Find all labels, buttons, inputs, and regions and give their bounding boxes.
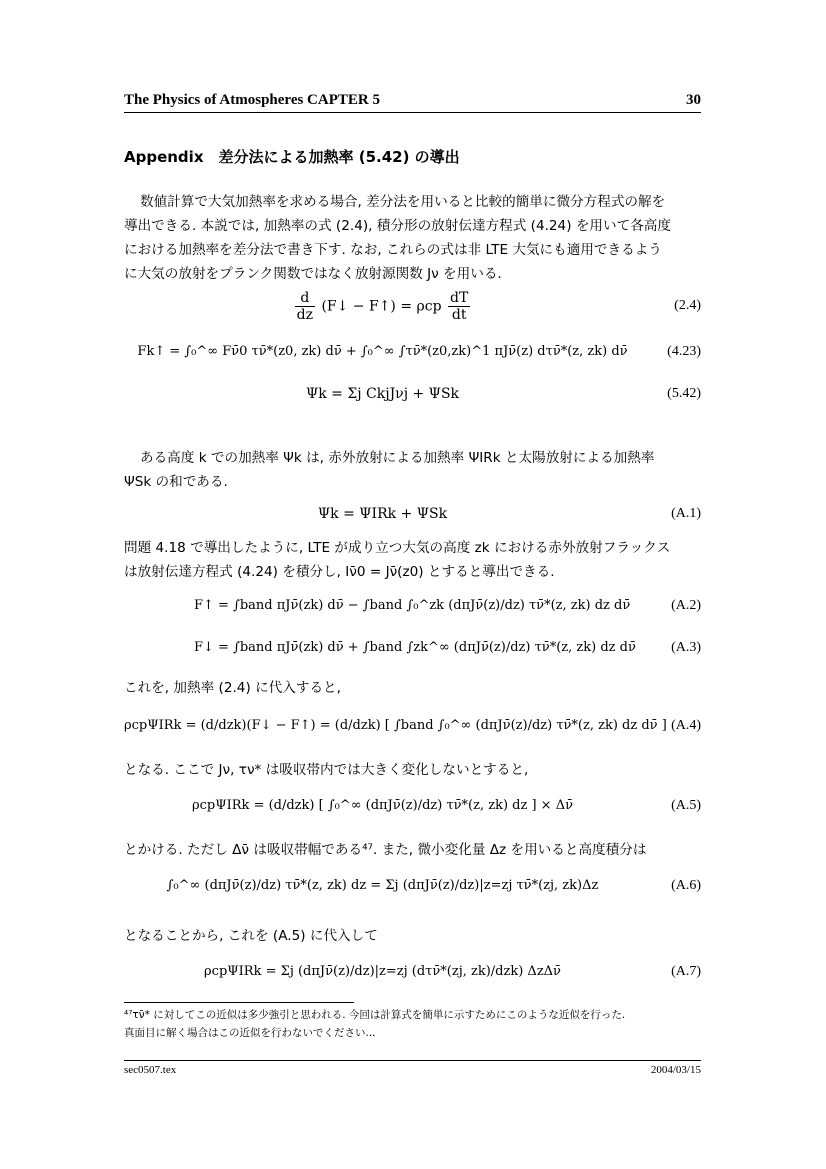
equation-number: (A.6) bbox=[671, 878, 701, 893]
equation-a2 bbox=[124, 598, 701, 638]
paragraph-line: 問題 4.18 で導出したように, LTE が成り立つ大気の高度 zk における赤外放射フラックス bbox=[124, 540, 671, 556]
paragraph-line: とかける. ただし Δν̄ は吸収帯幅である⁴⁷. また, 微小変化量 Δz を用いると高度積分は bbox=[124, 842, 647, 858]
equation-body: ρcpΨIRk = (d/dzk) [ ∫₀^∞ (dπJν̄(z)/dz) τν̄*(z, zk) dz ] × Δν̄ bbox=[191, 798, 573, 813]
paragraph-heating-rate bbox=[124, 446, 701, 494]
equation-middle: (F↓ − F↑) = ρcp bbox=[321, 298, 442, 315]
equation-2-4 bbox=[124, 290, 701, 330]
header-title: The Physics of Atmospheres CAPTER 5 bbox=[124, 92, 380, 108]
equation-body: F↑ = ∫band πJν̄(zk) dν̄ − ∫band ∫₀^zk (dπJν̄(z)/dz) τν̄*(z, zk) dz dν̄ bbox=[194, 598, 631, 613]
equation-body: Fk↑ = ∫₀^∞ Fν̄0 τν̄*(z0, zk) dν̄ + ∫₀^∞ ∫τν̄*(z0,zk)^1 πJν̄(z) dτν̄*(z, zk) dν̄ bbox=[137, 344, 628, 359]
paragraph-line: 導出できる. 本説では, 加熱率の式 (2.4), 積分形の放射伝達方程式 (4.24) を用いて各高度 bbox=[124, 218, 671, 234]
footnote-line: ⁴⁷τν̄* に対してこの近似は多少強引と思われる. 今回は計算式を簡単に示すためにこのような近似を行った. bbox=[124, 1009, 626, 1021]
equation-4-23 bbox=[124, 344, 701, 384]
equation-body: Ψk = ΨIRk + ΨSk bbox=[317, 506, 448, 522]
paragraph-line: となることから, これを (A.5) に代入して bbox=[124, 928, 378, 944]
equation-body: Ψk = Σj CkjJνj + ΨSk bbox=[305, 386, 460, 402]
footer-date: 2004/03/15 bbox=[650, 1064, 701, 1076]
fraction bbox=[448, 290, 470, 323]
paragraph-line: に大気の放射をプランク関数ではなく放射源関数 Jν を用いる. bbox=[124, 266, 502, 282]
equation-number: (A.4) bbox=[671, 718, 701, 733]
page-number: 30 bbox=[686, 92, 701, 108]
equation-body: F↓ = ∫band πJν̄(zk) dν̄ + ∫band ∫zk^∞ (dπJν̄(z)/dz) τν̄*(z, zk) dz dν̄ bbox=[194, 640, 636, 655]
paragraph-line: は放射伝達方程式 (4.24) を積分し, Iν̄0 = Jν̄(z0) とすると導出できる. bbox=[124, 564, 555, 580]
fraction bbox=[295, 290, 315, 323]
paragraph-line: これを, 加熱率 (2.4) に代入すると, bbox=[124, 680, 341, 696]
equation-a5 bbox=[124, 798, 701, 838]
running-header bbox=[124, 92, 701, 112]
header-rule bbox=[124, 112, 701, 113]
paragraph-substitute bbox=[124, 676, 701, 700]
equation-number: (A.2) bbox=[671, 598, 701, 613]
equation-body: ρcpΨIRk = Σj (dπJν̄(z)/dz)|z=zj (dτν̄*(zj, zk)/dzk) ΔzΔν̄ bbox=[204, 964, 561, 979]
equation-number: (5.42) bbox=[667, 386, 701, 401]
numerator: d bbox=[295, 290, 315, 307]
equation-body: ∫₀^∞ (dπJν̄(z)/dz) τν̄*(z, zk) dz = Σj (dπJν̄(z)/dz)|z=zj τν̄*(zj, zk)Δz bbox=[166, 878, 599, 893]
equation-a6 bbox=[124, 878, 701, 918]
paragraph-line: となる. ここで Jν, τν* は吸収帯内では大きく変化しないとすると, bbox=[124, 762, 529, 778]
footer-file: sec0507.tex bbox=[124, 1064, 177, 1076]
numerator: dT bbox=[450, 290, 469, 306]
equation-number: (4.23) bbox=[667, 344, 701, 359]
paragraph-result bbox=[124, 924, 701, 948]
denominator: dz bbox=[296, 307, 313, 323]
equation-body: ρcpΨIRk = (d/dzk)(F↓ − F↑) = (d/dzk) [ ∫band ∫₀^∞ (dπJν̄(z)/dz) τν̄*(z, zk) dz dν̄ ] bbox=[124, 718, 667, 733]
footer-rule bbox=[124, 1060, 701, 1061]
equation-number: (A.7) bbox=[671, 964, 701, 979]
equation-number: (A.5) bbox=[671, 798, 701, 813]
paragraph-ir-flux bbox=[124, 536, 701, 584]
section-title: Appendix 差分法による加熱率 (5.42) の導出 bbox=[124, 148, 460, 166]
paragraph-bandwidth bbox=[124, 838, 701, 862]
footnote-line: 真面目に解く場合はこの近似を行わないでください... bbox=[124, 1027, 376, 1039]
equation-a4 bbox=[124, 718, 701, 758]
paragraph-line: ΨSk の和である. bbox=[124, 474, 228, 490]
footnote-rule bbox=[124, 1002, 354, 1003]
paragraph-intro bbox=[124, 190, 701, 286]
paragraph-line: 数値計算で大気加熱率を求める場合, 差分法を用いると比較的簡単に微分方程式の解を bbox=[140, 194, 666, 210]
paragraph-assumption bbox=[124, 758, 701, 782]
equation-number: (A.1) bbox=[671, 506, 701, 521]
equation-number: (2.4) bbox=[674, 298, 701, 313]
denominator: dt bbox=[451, 307, 467, 323]
paragraph-line: における加熱率を差分法で書き下す. なお, これらの式は非 LTE 大気にも適用できるよう bbox=[124, 242, 662, 258]
equation-number: (A.3) bbox=[671, 640, 701, 655]
equation-a3 bbox=[124, 640, 701, 680]
equation-a7 bbox=[124, 964, 701, 1004]
paragraph-line: ある高度 k での加熱率 Ψk は, 赤外放射による加熱率 ΨIRk と太陽放射による加熱率 bbox=[140, 450, 655, 466]
equation-5-42 bbox=[124, 386, 701, 426]
footnote bbox=[124, 1006, 701, 1042]
